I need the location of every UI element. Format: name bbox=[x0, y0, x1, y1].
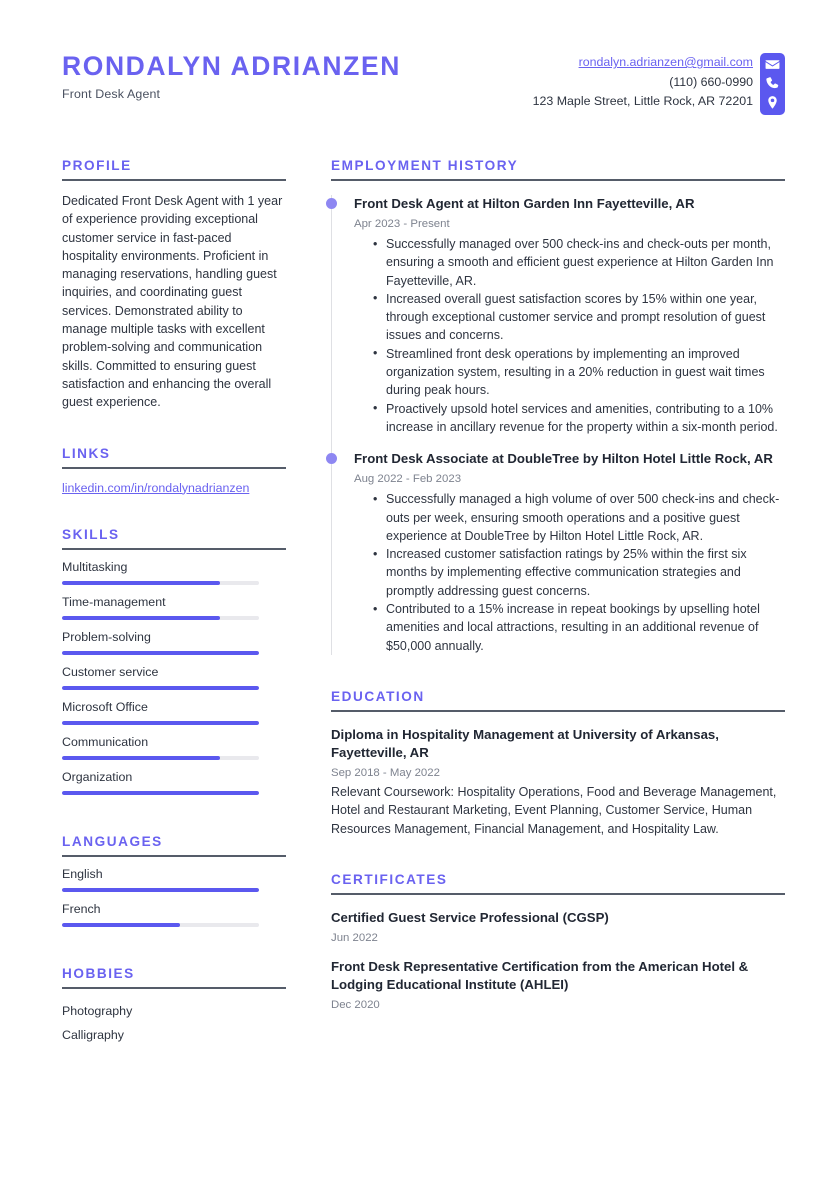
section-hobbies bbox=[62, 966, 286, 1047]
spacer bbox=[331, 838, 785, 872]
skill-label: Multitasking bbox=[62, 559, 128, 574]
language-bar-track bbox=[62, 923, 259, 927]
language-item bbox=[62, 866, 286, 892]
job-bullet: • Successfully managed a high volume of over 500 check-ins and check-outs per week, ensuring smooth operations and a positive guest experience at DoubleTree by Hilton Hotel Little Rock, AR. bbox=[386, 490, 785, 545]
resume-body bbox=[62, 158, 785, 1047]
links-list bbox=[62, 480, 286, 497]
skill-label: Customer service bbox=[62, 664, 159, 679]
language-label: French bbox=[62, 901, 101, 916]
skills-list bbox=[62, 559, 286, 795]
skill-bar-track bbox=[62, 756, 259, 760]
job-bullet: • Successfully managed over 500 check-ins and check-outs per month, ensuring a smooth and efficient guest experience at Hilton Garden Inn Fayetteville, AR. bbox=[386, 235, 785, 290]
section-rule bbox=[331, 710, 785, 712]
employment-entry bbox=[354, 195, 785, 436]
skill-bar-fill bbox=[62, 686, 259, 690]
education-entry bbox=[331, 726, 785, 838]
certificate-entry bbox=[331, 909, 785, 946]
skill-bar-fill bbox=[62, 756, 220, 760]
section-profile bbox=[62, 158, 286, 412]
degree-description: Relevant Coursework: Hospitality Operations, Food and Beverage Management, Hotel and Restaurant Marketing, Event Planning, Customer Service, Human Resources Management, Financial Management, and Hospitality Law. bbox=[331, 784, 777, 836]
certificate-entry bbox=[331, 958, 785, 1013]
phone-icon bbox=[765, 76, 780, 91]
job-title-text: Front Desk Agent at Hilton Garden Inn Fayetteville, AR bbox=[354, 196, 695, 211]
contact-block bbox=[533, 48, 785, 115]
section-employment-history bbox=[331, 158, 785, 655]
job-title: Front Desk Agent bbox=[62, 86, 161, 101]
certificates-list bbox=[331, 909, 785, 1013]
main-column bbox=[331, 158, 785, 1047]
skill-bar-fill bbox=[62, 581, 220, 585]
job-bullet-list bbox=[354, 490, 785, 655]
job-bullet: • Streamlined front desk operations by implementing an improved organization system, resulting in a 20% reduction in guest wait times during peak hours. bbox=[386, 345, 785, 400]
certificate-date: Jun 2022 bbox=[331, 931, 378, 944]
skill-label: Microsoft Office bbox=[62, 699, 148, 714]
job-bullet: • Contributed to a 15% increase in repeat bookings by upselling hotel amenities and local attractions, resulting in an additional revenue of $50,000 annually. bbox=[386, 600, 785, 655]
timeline-dot-icon bbox=[326, 198, 337, 209]
degree-title: Diploma in Hospitality Management at University of Arkansas, Fayetteville, AR bbox=[331, 726, 719, 760]
skill-bar-fill bbox=[62, 791, 259, 795]
language-bar-track bbox=[62, 888, 259, 892]
timeline-dot-icon bbox=[326, 453, 337, 464]
spacer bbox=[331, 655, 785, 689]
section-title-links: LINKS bbox=[62, 445, 111, 461]
language-item bbox=[62, 901, 286, 927]
skill-bar-fill bbox=[62, 651, 259, 655]
section-title-languages: LANGUAGES bbox=[62, 833, 163, 849]
link-item-linkedin[interactable]: linkedin.com/in/rondalynadrianzen bbox=[62, 480, 250, 495]
section-title-profile: PROFILE bbox=[62, 158, 132, 173]
location-pin-icon bbox=[765, 95, 780, 110]
envelope-icon bbox=[765, 57, 780, 72]
job-bullet: • Increased overall guest satisfaction scores by 15% within one year, through exceptional customer service and prompt resolution of guest issues and concerns. bbox=[386, 290, 785, 345]
skill-bar-track bbox=[62, 616, 259, 620]
employment-entry bbox=[354, 450, 785, 655]
job-bullet: • Proactively upsold hotel services and amenities, contributing to a 10% increase in ancillary revenue for the property within a six-month period. bbox=[386, 400, 785, 437]
section-title-employment: EMPLOYMENT HISTORY bbox=[331, 158, 519, 173]
full-name: RONDALYN ADRIANZEN bbox=[62, 51, 401, 81]
section-certificates bbox=[331, 872, 785, 1013]
job-date-range: Apr 2023 - Present bbox=[354, 218, 450, 230]
skill-item bbox=[62, 769, 286, 795]
spacer bbox=[62, 804, 286, 834]
language-bar-fill bbox=[62, 888, 259, 892]
certificate-date: Dec 2020 bbox=[331, 998, 380, 1011]
resume-header bbox=[62, 48, 785, 122]
sidebar-column bbox=[62, 158, 286, 1047]
section-languages bbox=[62, 834, 286, 927]
section-links bbox=[62, 446, 286, 497]
job-bullet: • Increased customer satisfaction ratings by 25% within the first six months by implementing effective communication strategies and promptly addressing guest concerns. bbox=[386, 545, 785, 600]
spacer bbox=[62, 412, 286, 446]
certificate-title: Certified Guest Service Professional (CGSP) bbox=[331, 909, 609, 925]
skill-label: Problem-solving bbox=[62, 629, 151, 644]
certificate-title: Front Desk Representative Certification from the American Hotel & Lodging Educational Institute (AHLEI) bbox=[331, 958, 749, 992]
degree-date-range: Sep 2018 - May 2022 bbox=[331, 766, 440, 779]
job-date-range: Aug 2022 - Feb 2023 bbox=[354, 473, 462, 486]
spacer bbox=[62, 497, 286, 527]
language-label: English bbox=[62, 866, 103, 881]
section-rule bbox=[62, 855, 286, 857]
contact-details bbox=[533, 53, 753, 112]
profile-text: Dedicated Front Desk Agent with 1 year of experience providing exceptional customer service in fast-paced hospitality environments. Proficient in managing reservations, handling guest inquiries, and coordinating guest services. Demonstrated ability to manage multiple tasks with excellent problem-solving and communication skills. Committed to ensuring guest satisfaction and enhancing the overall guest experience. bbox=[62, 194, 283, 410]
skill-bar-track bbox=[62, 686, 259, 690]
hobby-item: Photography bbox=[62, 1003, 133, 1018]
section-rule bbox=[331, 179, 785, 181]
employment-timeline bbox=[331, 195, 785, 655]
skill-item bbox=[62, 559, 286, 585]
identity-block bbox=[62, 48, 401, 101]
job-bullet-list bbox=[354, 235, 785, 436]
section-rule bbox=[62, 179, 286, 181]
languages-list bbox=[62, 866, 286, 927]
section-rule bbox=[62, 548, 286, 550]
skill-item bbox=[62, 629, 286, 655]
section-title-education: EDUCATION bbox=[331, 688, 425, 704]
language-bar-fill bbox=[62, 923, 180, 927]
contact-icon-bar bbox=[760, 53, 785, 115]
email-link[interactable]: rondalyn.adrianzen@gmail.com bbox=[578, 55, 753, 69]
column-gap bbox=[286, 158, 331, 1047]
phone-number: (110) 660-0990 bbox=[669, 74, 753, 89]
section-rule bbox=[62, 467, 286, 469]
hobbies-list bbox=[62, 999, 286, 1047]
job-title-text: Front Desk Associate at DoubleTree by Hilton Hotel Little Rock, AR bbox=[354, 451, 773, 467]
section-education bbox=[331, 689, 785, 838]
section-skills bbox=[62, 527, 286, 795]
skill-bar-track bbox=[62, 651, 259, 655]
skill-bar-fill bbox=[62, 616, 220, 620]
skill-item bbox=[62, 594, 286, 620]
skill-label: Time-management bbox=[62, 594, 166, 609]
skill-item bbox=[62, 734, 286, 760]
section-title-skills: SKILLS bbox=[62, 526, 120, 542]
section-rule bbox=[331, 893, 785, 895]
skill-bar-track bbox=[62, 721, 259, 725]
postal-address: 123 Maple Street, Little Rock, AR 72201 bbox=[532, 94, 753, 108]
skill-item bbox=[62, 664, 286, 690]
skill-item bbox=[62, 699, 286, 725]
section-title-certificates: CERTIFICATES bbox=[331, 871, 448, 887]
skill-label: Communication bbox=[62, 734, 149, 749]
skill-bar-track bbox=[62, 581, 259, 585]
hobby-item: Calligraphy bbox=[62, 1027, 124, 1042]
spacer bbox=[62, 936, 286, 966]
skill-bar-fill bbox=[62, 721, 259, 725]
section-title-hobbies: HOBBIES bbox=[62, 965, 135, 981]
section-rule bbox=[62, 987, 286, 989]
skill-bar-track bbox=[62, 791, 259, 795]
skill-label: Organization bbox=[62, 769, 133, 784]
